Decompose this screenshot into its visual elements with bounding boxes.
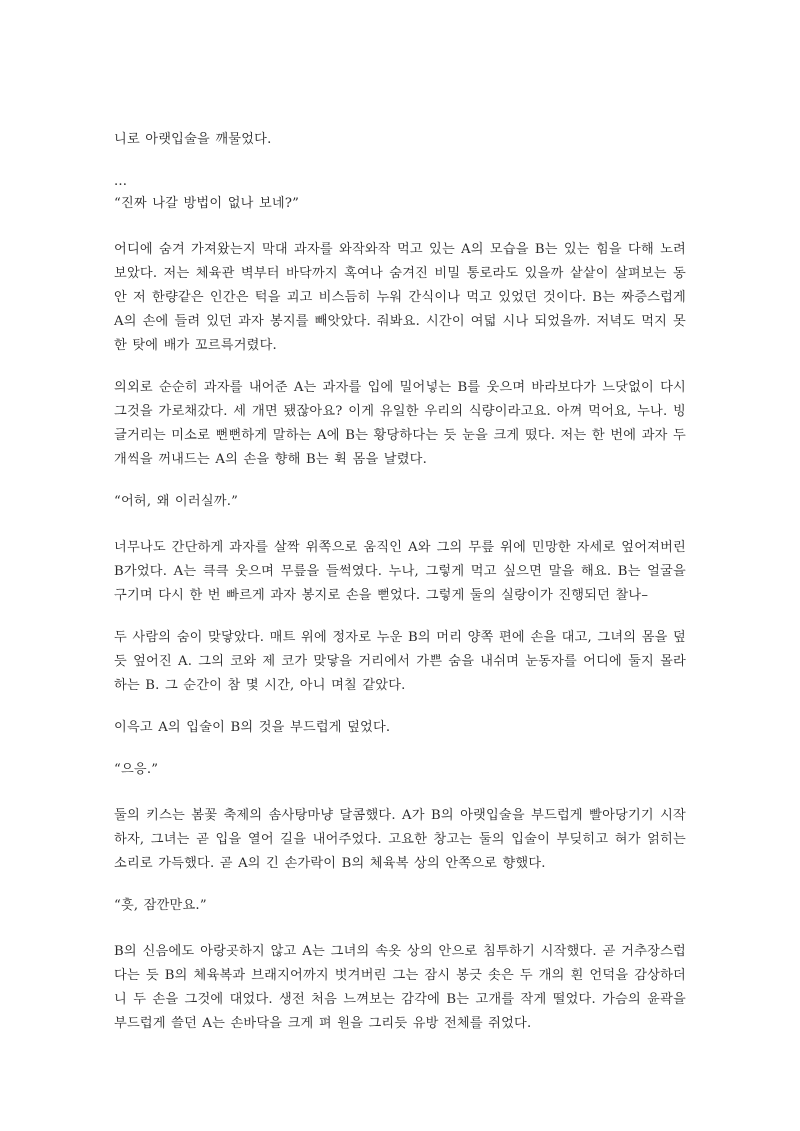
ellipsis-line: ... xyxy=(114,174,128,189)
dialogue-line-3: “으응.” xyxy=(114,762,159,777)
paragraph-4: 너무나도 간단하게 과자를 살짝 위쪽으로 움직인 A와 그의 무릎 위에 민망한 자세로 엎어져버린 B가었다. A는 큭큭 웃으며 무릎을 들썩였다. 누나, 그렇게 먹고 싶으면 말을 해요. B는 얼굴을 구기며 다시 한 번 빠르게 과자 봉지로 손을 뻗었다. 그렇게 둘의 실랑이가 진행되던 찰나– xyxy=(114,540,686,603)
paragraph-5: 두 사람의 숨이 맞닿았다. 매트 위에 정자로 누운 B의 머리 양쪽 편에 손을 대고, 그녀의 몸을 덮듯 엎어진 A. 그의 코와 제 코가 맞닿을 거리에서 가쁜 숨을 내쉬며 눈동자를 어디에 둘지 몰라하는 B. 그 순간이 참 몇 시간, 아니 며칠 같았다. xyxy=(114,630,686,693)
paragraph-1: 니로 아랫입술을 깨물었다. xyxy=(114,132,272,147)
paragraph-8: B의 신음에도 아랑곳하지 않고 A는 그녀의 속옷 상의 안으로 침투하기 시작했다. 곧 거추장스럽다는 듯 B의 체육복과 브래지어까지 벗겨버린 그는 잠시 봉긋 솟은 두 개의 흰 언덕을 감상하더니 두 손을 그것에 대었다. 생전 처음 느껴보는 감각에 B는 고개를 작게 떨었다. 가슴의 윤곽을 부드럽게 쓸던 A는 손바닥을 크게 펴 원을 그리듯 유방 전체를 쥐었다. xyxy=(114,944,686,1031)
paragraph-3: 의외로 순순히 과자를 내어준 A는 과자를 입에 밀어넣는 B를 웃으며 바라보다가 느닷없이 다시 그것을 가로채갔다. 세 개면 됐잖아요? 이게 유일한 우리의 식량이라고요. 아껴 먹어요, 누나. 빙글거리는 미소로 뻔뻔하게 말하는 A에 B는 황당하다는 듯 눈을 크게 떴다. 저는 한 번에 과자 두 개씩을 꺼내드는 A의 손을 향해 B는 휙 몸을 날렸다. xyxy=(114,380,686,467)
dialogue-line-2: “어허, 왜 이러실까.” xyxy=(114,494,239,509)
paragraph-7: 둘의 키스는 봄꽃 축제의 솜사탕마냥 달콤했다. A가 B의 아랫입술을 부드럽게 빨아당기기 시작하자, 그녀는 곧 입을 열어 길을 내어주었다. 고요한 창고는 둘의 입술이 부딪히고 혀가 얽히는 소리로 가득했다. 곧 A의 긴 손가락이 B의 체육복 상의 안쪽으로 향했다. xyxy=(114,808,686,871)
dialogue-line-4: “흣, 잠깐만요.” xyxy=(114,898,207,913)
dialogue-line-1: “진짜 나갈 방법이 없나 보네?” xyxy=(114,196,300,211)
paragraph-6: 이윽고 A의 입술이 B의 것을 부드럽게 덮었다. xyxy=(114,720,391,735)
paragraph-2: 어디에 숨겨 가져왔는지 막대 과자를 와작와작 먹고 있는 A의 모습을 B는 있는 힘을 다해 노려보았다. 저는 체육관 벽부터 바닥까지 혹여나 숨겨진 비밀 통로라도 있을까 샅샅이 살펴보는 동안 저 한량같은 인간은 턱을 괴고 비스듬히 누워 간식이나 먹고 있었던 것이다. B는 짜증스럽게 A의 손에 들려 있던 과자 봉지를 빼앗았다. 줘봐요. 시간이 여덟 시나 되었을까. 저녁도 먹지 못한 탓에 배가 꼬르륵거렸다. xyxy=(114,242,686,353)
document-page xyxy=(114,128,686,1054)
